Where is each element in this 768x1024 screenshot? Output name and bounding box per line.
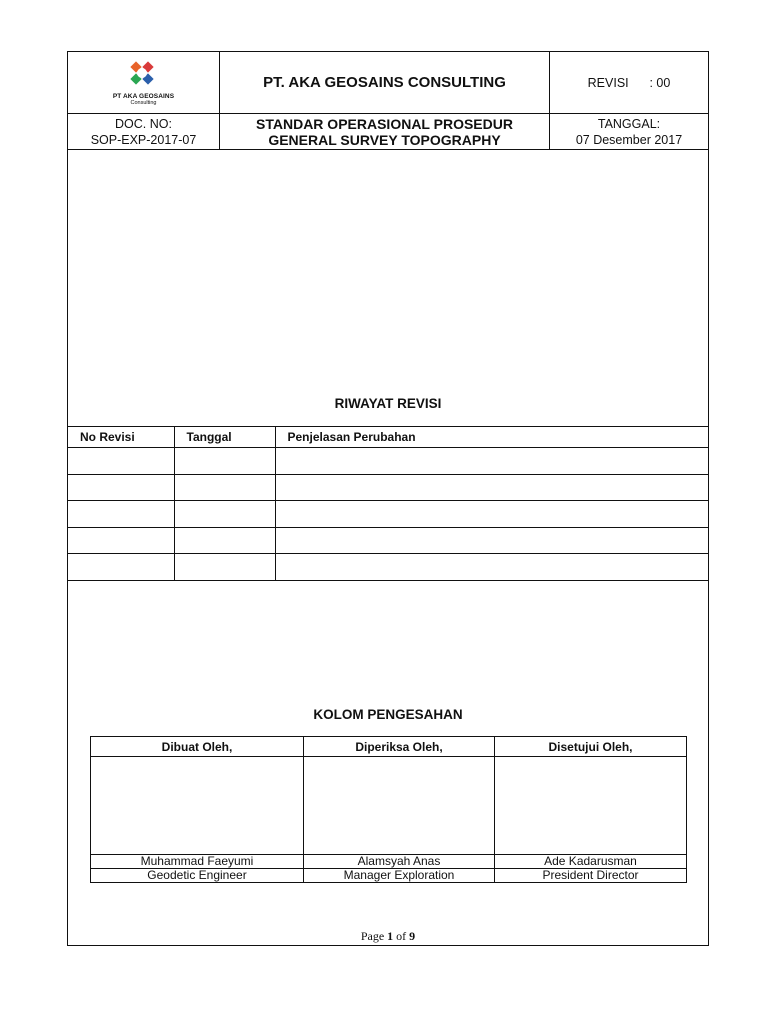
- document-date-value: 07 Desember 2017: [575, 133, 683, 147]
- table-row: [68, 501, 708, 528]
- table-cell: [275, 448, 708, 475]
- signer-position-diperiksa: Manager Exploration: [304, 869, 495, 883]
- signer-name-diperiksa: Alamsyah Anas: [304, 855, 495, 869]
- revision-history-table: [68, 426, 708, 581]
- logo-company-sub: Consulting: [130, 100, 157, 106]
- table-cell: [174, 448, 275, 475]
- table-row: [68, 554, 708, 581]
- page-current: 1: [387, 929, 394, 943]
- document-title-line2: GENERAL SURVEY TOPOGRAPHY: [268, 132, 501, 148]
- signer-position-row: [91, 869, 687, 883]
- table-cell: [275, 527, 708, 554]
- signature-row: [91, 757, 687, 855]
- column-header-dibuat: Dibuat Oleh,: [91, 737, 304, 757]
- document-number-value: SOP-EXP-2017-07: [90, 133, 197, 147]
- table-cell: [174, 501, 275, 528]
- company-name: PT. AKA GEOSAINS CONSULTING: [220, 52, 550, 114]
- column-header-penjelasan: Penjelasan Perubahan: [275, 427, 708, 448]
- table-cell: [68, 554, 174, 581]
- document-date-cell: [550, 114, 708, 150]
- revision-history-title: RIWAYAT REVISI: [334, 396, 442, 411]
- signer-name-row: [91, 855, 687, 869]
- page-number: [68, 929, 708, 944]
- table-row: [68, 527, 708, 554]
- approval-title: KOLOM PENGESAHAN: [313, 707, 463, 722]
- table-cell: [275, 554, 708, 581]
- document-page-frame: [67, 51, 709, 946]
- company-logo-cell: [68, 52, 220, 114]
- column-header-no-revisi: No Revisi: [68, 427, 174, 448]
- company-logo-icon: [124, 59, 164, 91]
- document-title-cell: [220, 114, 550, 150]
- document-number-label: DOC. NO:: [115, 117, 172, 131]
- table-cell: [68, 448, 174, 475]
- table-cell: [174, 527, 275, 554]
- revision-number: REVISI : 00: [550, 52, 708, 114]
- signer-position-disetujui: President Director: [495, 869, 687, 883]
- approval-header-row: [91, 737, 687, 757]
- table-cell: [68, 474, 174, 501]
- signer-position-dibuat: Geodetic Engineer: [91, 869, 304, 883]
- table-header-row: [68, 427, 708, 448]
- document-header: [68, 52, 708, 150]
- approval-table: [90, 736, 687, 883]
- document-title-line1: STANDAR OPERASIONAL PROSEDUR: [256, 116, 513, 132]
- table-cell: [68, 527, 174, 554]
- page-of: of: [396, 929, 407, 943]
- column-header-tanggal: Tanggal: [174, 427, 275, 448]
- table-cell: [275, 474, 708, 501]
- signer-name-dibuat: Muhammad Faeyumi: [91, 855, 304, 869]
- page-total: 9: [409, 929, 416, 943]
- column-header-diperiksa: Diperiksa Oleh,: [304, 737, 495, 757]
- table-cell: [174, 554, 275, 581]
- table-row: [68, 474, 708, 501]
- document-date-label: TANGGAL:: [597, 117, 661, 131]
- document-number-cell: [68, 114, 220, 150]
- table-cell: [68, 501, 174, 528]
- signer-name-disetujui: Ade Kadarusman: [495, 855, 687, 869]
- signature-box-diperiksa: [304, 757, 495, 855]
- table-cell: [275, 501, 708, 528]
- column-header-disetujui: Disetujui Oleh,: [495, 737, 687, 757]
- logo-company-name: PT AKA GEOSAINS: [112, 93, 175, 100]
- table-row: [68, 448, 708, 475]
- table-cell: [174, 474, 275, 501]
- signature-box-disetujui: [495, 757, 687, 855]
- page-prefix: Page: [360, 929, 385, 943]
- signature-box-dibuat: [91, 757, 304, 855]
